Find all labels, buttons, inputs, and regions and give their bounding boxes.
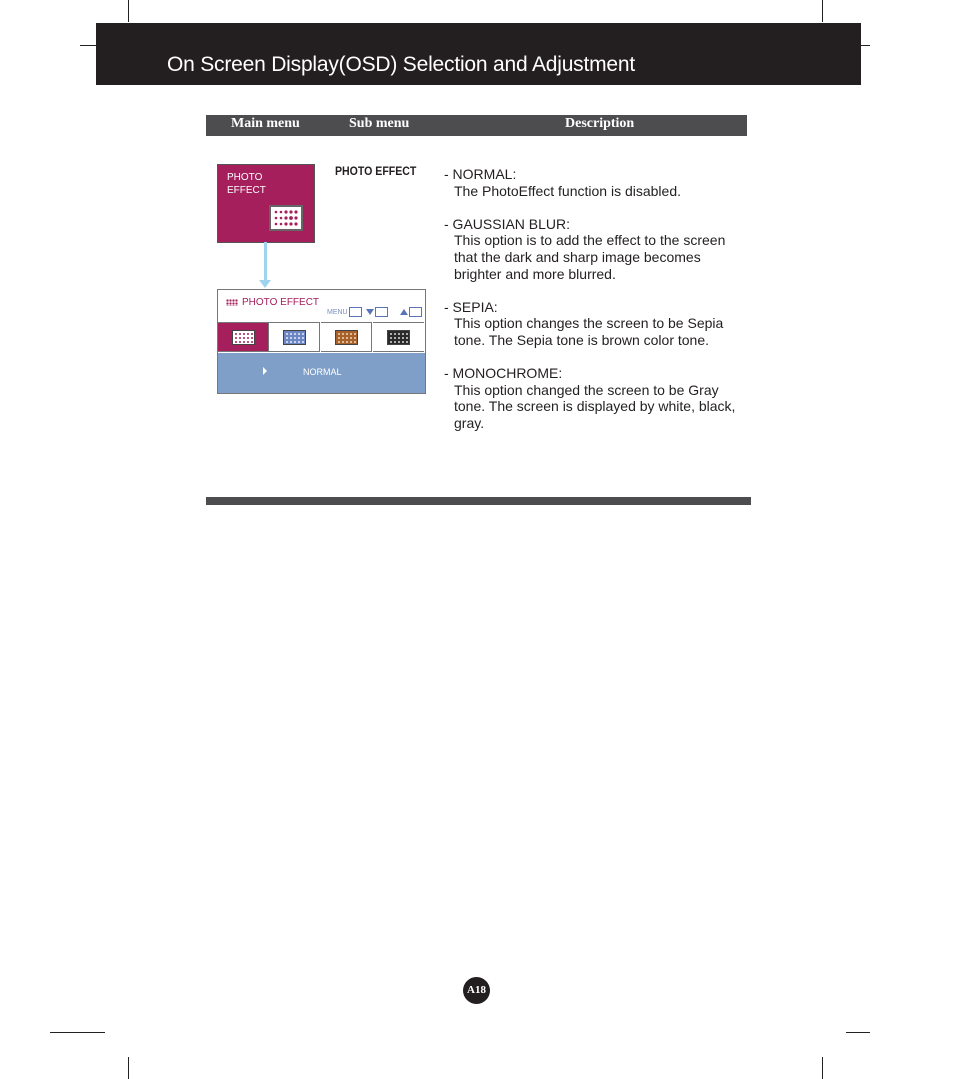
right-arrow-icon[interactable] — [409, 307, 422, 317]
page-title: On Screen Display(OSD) Selection and Adjustment — [167, 53, 635, 76]
description-title: - MONOCHROME: — [444, 365, 563, 382]
page-number: A18 — [463, 977, 490, 1004]
osd-title-text: PHOTO EFFECT — [242, 297, 320, 308]
main-menu-tile-photo-effect — [217, 164, 315, 243]
grid-dots-icon — [387, 330, 410, 345]
description-body: This option changed the screen to be Gray tone. The screen is displayed by white, black, gray. — [454, 381, 736, 431]
column-main-menu: Main menu — [231, 116, 300, 131]
description-title: - NORMAL: — [444, 166, 517, 182]
crop-mark — [822, 1057, 823, 1079]
description-title: - GAUSSIAN BLUR: — [444, 215, 571, 232]
table-header — [206, 115, 747, 136]
crop-mark — [846, 1032, 870, 1033]
grid-dots-icon — [226, 299, 238, 306]
main-menu-label-line1: PHOTO — [227, 172, 263, 183]
description-item — [444, 216, 744, 282]
main-menu-label-line2: EFFECT — [227, 185, 266, 196]
down-arrow-icon[interactable] — [366, 309, 374, 315]
option-normal[interactable] — [218, 322, 269, 352]
main-menu-label — [227, 171, 297, 197]
option-sepia[interactable] — [321, 322, 372, 352]
crop-mark — [822, 0, 823, 22]
crop-mark — [861, 45, 870, 46]
description-body: This option is to add the effect to the screen that the dark and sharp image becomes brighter and more blurred. — [454, 232, 726, 282]
bottom-rule — [206, 497, 751, 505]
crop-mark — [128, 0, 129, 22]
osd-controls — [327, 307, 422, 317]
sub-menu-label: PHOTO EFFECT — [335, 164, 417, 178]
crop-mark — [80, 45, 96, 46]
grid-dots-icon — [232, 330, 255, 345]
option-gaussian-blur[interactable] — [269, 322, 320, 352]
up-arrow-icon[interactable] — [400, 309, 408, 315]
description-column — [444, 166, 744, 448]
crop-mark — [50, 1032, 105, 1033]
grid-dots-icon — [335, 330, 358, 345]
left-arrow-icon[interactable] — [375, 307, 388, 317]
grid-dots-icon — [283, 330, 306, 345]
grid-dots-icon — [269, 205, 303, 231]
option-monochrome[interactable] — [373, 322, 424, 352]
description-body: The PhotoEffect function is disabled. — [454, 182, 681, 199]
osd-status-bar — [218, 353, 425, 393]
connector-line — [264, 242, 267, 282]
osd-current-value: NORMAL — [303, 367, 342, 377]
exit-icon[interactable] — [349, 307, 362, 317]
description-item — [444, 299, 744, 349]
description-item — [444, 166, 744, 199]
crop-mark — [128, 1057, 129, 1079]
caret-right-icon — [263, 367, 267, 375]
description-title: - SEPIA: — [444, 298, 498, 315]
column-sub-menu: Sub menu — [349, 116, 410, 131]
menu-label: MENU — [327, 308, 348, 316]
description-item — [444, 365, 744, 431]
osd-title — [226, 297, 319, 308]
arrow-down-icon — [259, 280, 271, 288]
description-body: This option changes the screen to be Sepia tone. The Sepia tone is brown color tone. — [454, 315, 724, 348]
osd-panel — [217, 289, 426, 394]
column-description: Description — [565, 116, 635, 131]
